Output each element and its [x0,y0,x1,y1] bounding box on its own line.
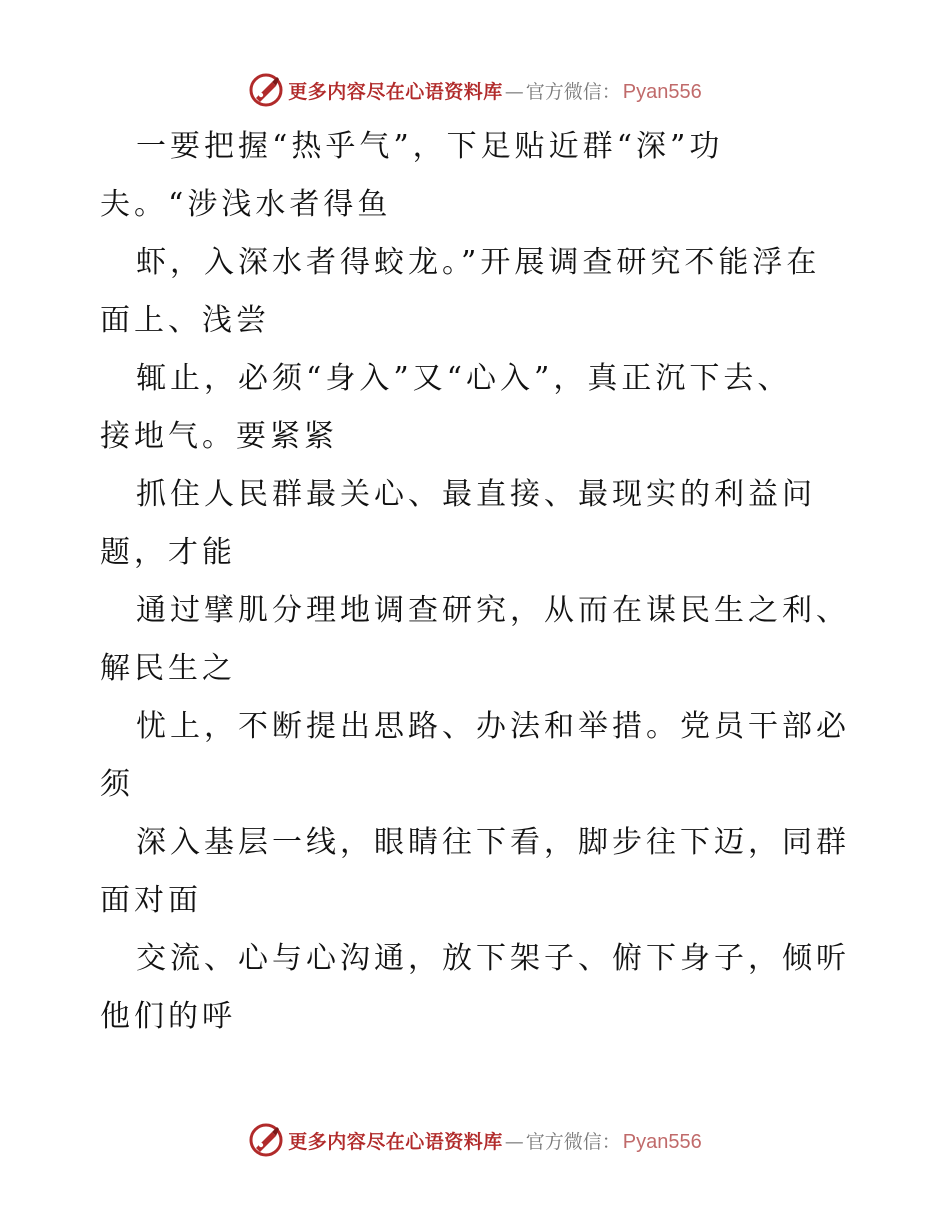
body-line: 解民生之 [100,651,236,686]
body-line: 题，才能 [100,535,236,570]
body-line: 面上、浅尝 [100,303,270,338]
body-line: 面对面 [100,883,202,918]
footer-wechat-label: 官方微信： [525,1130,621,1153]
body-line: 他们的呼 [100,999,236,1034]
footer-banner [0,1120,950,1160]
body-line: 夫。“涉浅水者得鱼 [100,187,392,222]
body-line: 辄止，必须“身入”又“心入”，真正沉下去、 [136,361,792,396]
body-line: 须 [100,767,134,802]
body-line: 交流、心与心沟通，放下架子、俯下身子，倾听 [136,941,850,976]
body-line: 一要把握“热乎气”，下足贴近群“深”功 [136,129,724,164]
header-separator: — [504,80,524,103]
body-line: 抓住人民群最关心、最直接、最现实的利益问 [136,477,816,512]
body-line: 虾，入深水者得蛟龙。”开展调查研究不能浮在 [136,245,821,280]
body-line: 通过擘肌分理地调查研究，从而在谋民生之利、 [136,593,850,628]
footer-separator: — [504,1130,524,1153]
body-line: 接地气。要紧紧 [100,419,338,454]
header-banner [0,70,950,110]
header-wechat-id: Pyan556 [622,80,702,103]
footer-brand-text: 更多内容尽在心语资料库 [288,1130,503,1153]
footer-wechat-id: Pyan556 [622,1130,702,1153]
body-line: 忧上，不断提出思路、办法和举措。党员干部必 [136,709,850,744]
body-line: 深入基层一线，眼睛往下看，脚步往下迈，同群 [136,825,850,860]
brand-logo-icon [248,1122,284,1158]
header-wechat-label: 官方微信： [525,80,621,103]
brand-logo-icon [248,72,284,108]
header-brand-text: 更多内容尽在心语资料库 [288,80,503,103]
